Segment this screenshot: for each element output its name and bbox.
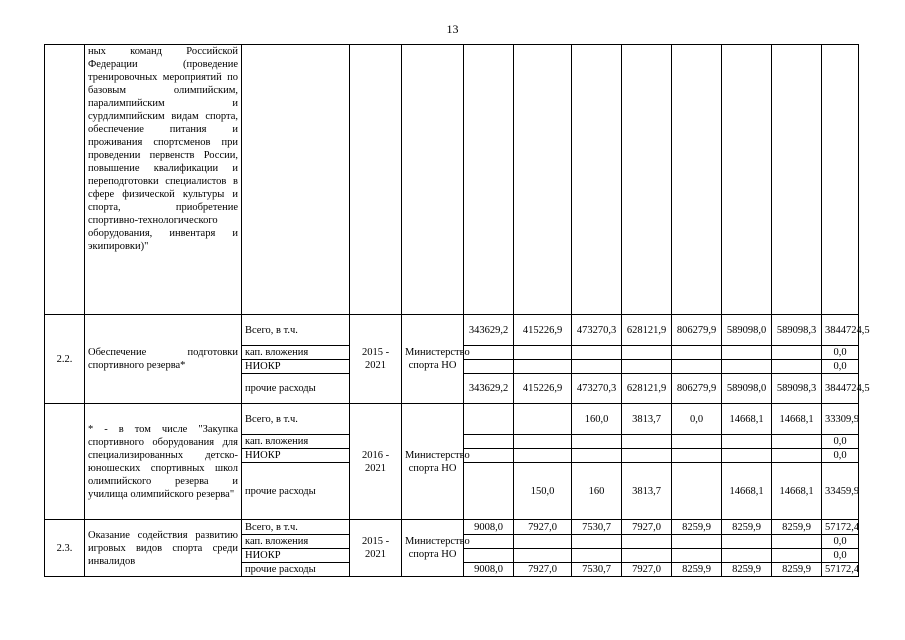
cell-value [572,549,622,563]
cell-value [722,435,772,449]
cell-value [464,404,514,435]
cell-value: 7530,7 [572,520,622,535]
cell-value [464,463,514,520]
cell-value [772,449,822,463]
cell-type [242,45,350,315]
cell-type: кап. вложения [242,435,350,449]
cell-value: 57172,4 [822,563,859,577]
cell-type: Всего, в т.ч. [242,520,350,535]
cell-type: НИОКР [242,360,350,374]
cell-value [622,346,672,360]
cell-num: 2.3. [45,520,85,577]
cell-value [514,360,572,374]
cell-value: 7927,0 [514,563,572,577]
cell-value: 8259,9 [672,520,722,535]
cell-value: 14668,1 [772,404,822,435]
cell-value: 7927,0 [514,520,572,535]
cell-value: 33459,9 [822,463,859,520]
cell-value: 0,0 [822,435,859,449]
cell-value: 473270,3 [572,374,622,404]
cell-value: 8259,9 [722,520,772,535]
cell-value: 14668,1 [722,404,772,435]
cell-num [45,404,85,520]
cell-value [514,535,572,549]
cell-name: Обеспечение подготовки спортивного резерва* [85,315,242,404]
cell-value: 9008,0 [464,520,514,535]
cell-value: 628121,9 [622,315,672,346]
cell-type: кап. вложения [242,346,350,360]
cell-type: НИОКР [242,549,350,563]
cell-value: 3844724,5 [822,315,859,346]
cell-value [672,549,722,563]
cell-value: 0,0 [822,360,859,374]
cell-name: Оказание содействия развитию игровых видов спорта среди инвалидов [85,520,242,577]
cell-value: 0,0 [822,346,859,360]
cell-value: 150,0 [514,463,572,520]
cell-name: * - в том числе "Закупка спортивного оборудования для специализированных детско-юношеских спортивных школ олимпийского резерва и училища олимпийского резерва" [85,404,242,520]
cell-value: 806279,9 [672,315,722,346]
cell-value: 160,0 [572,404,622,435]
cell-value: 415226,9 [514,374,572,404]
cell-value [514,435,572,449]
cell-value: 589098,3 [772,315,822,346]
cell-value [572,535,622,549]
cell-value [622,549,672,563]
cell-value [572,346,622,360]
cell-type: Всего, в т.ч. [242,315,350,346]
cell-value [464,360,514,374]
cell-value [772,435,822,449]
cell-value [722,549,772,563]
table-row [45,45,859,315]
cell-name: ных команд Российской Федерации (проведение тренировочных мероприятий по базовым олимпийским, паралимпийским и сурдлимпийским видам спорта, обеспечение питания и проживания спортсменов при проведении первенств России, повышение квалификации и переподготовки специалистов в сфере физической культуры и спорта, приобретение спортивно-технологического оборудования, инвентаря и экипировки)" [85,45,242,315]
cell-num [45,45,85,315]
cell-value: 628121,9 [622,374,672,404]
cell-num: 2.2. [45,315,85,404]
cell-type: прочие расходы [242,374,350,404]
page-number: 13 [446,22,459,36]
cell-value: 589098,3 [772,374,822,404]
cell-value [514,346,572,360]
cell-value [672,435,722,449]
program-table [44,44,870,577]
cell-period [350,45,402,315]
cell-value: 3813,7 [622,404,672,435]
cell-type: кап. вложения [242,535,350,549]
cell-value: 8259,9 [772,563,822,577]
cell-value: 3813,7 [622,463,672,520]
cell-value: 8259,9 [722,563,772,577]
cell-type: НИОКР [242,449,350,463]
cell-value [672,360,722,374]
cell-value [572,435,622,449]
cell-value: 57172,4 [822,520,859,535]
cell-value [622,45,672,315]
cell-value [514,449,572,463]
cell-executor [402,45,464,315]
cell-value [672,463,722,520]
cell-type: Всего, в т.ч. [242,404,350,435]
cell-value: 3844724,5 [822,374,859,404]
cell-period: 2015 - 2021 [350,315,402,404]
cell-value: 589098,0 [722,374,772,404]
cell-value [672,535,722,549]
cell-value [514,404,572,435]
cell-value [572,449,622,463]
cell-value [722,346,772,360]
cell-value: 160 [572,463,622,520]
cell-period: 2016 - 2021 [350,404,402,520]
cell-value: 0,0 [822,549,859,563]
cell-value [572,360,622,374]
cell-value: 0,0 [822,449,859,463]
cell-value [822,45,859,315]
cell-value [464,435,514,449]
cell-value: 7927,0 [622,563,672,577]
cell-value [672,346,722,360]
cell-executor: Министерство спорта НО [402,520,464,577]
cell-value [464,549,514,563]
cell-value: 33309,9 [822,404,859,435]
cell-value: 8259,9 [672,563,722,577]
cell-value: 343629,2 [464,315,514,346]
cell-type: прочие расходы [242,463,350,520]
cell-value: 343629,2 [464,374,514,404]
cell-value [622,360,672,374]
cell-value [722,45,772,315]
cell-value [772,346,822,360]
cell-value [572,45,622,315]
cell-value [464,45,514,315]
cell-type: прочие расходы [242,563,350,577]
cell-value: 8259,9 [772,520,822,535]
cell-value [514,45,572,315]
cell-value [722,449,772,463]
cell-value: 473270,3 [572,315,622,346]
cell-value [772,535,822,549]
cell-value: 806279,9 [672,374,722,404]
cell-executor: Министерство спорта НО [402,315,464,404]
cell-value: 7530,7 [572,563,622,577]
cell-value [772,45,822,315]
table-body [45,45,870,577]
cell-value: 14668,1 [772,463,822,520]
cell-value: 9008,0 [464,563,514,577]
cell-period: 2015 - 2021 [350,520,402,577]
cell-value: 415226,9 [514,315,572,346]
cell-value [772,549,822,563]
cell-value: 7927,0 [622,520,672,535]
cell-value [514,549,572,563]
cell-value [722,535,772,549]
cell-value: 0,0 [822,535,859,549]
cell-value: 14668,1 [722,463,772,520]
cell-executor: Министерство спорта НО [402,404,464,520]
cell-value [672,449,722,463]
cell-value [622,435,672,449]
cell-value [772,360,822,374]
cell-value [464,535,514,549]
cell-value [464,346,514,360]
cell-value: 589098,0 [722,315,772,346]
cell-value [672,45,722,315]
cell-value [722,360,772,374]
cell-value [622,449,672,463]
table-row [45,315,859,346]
cell-value: 0,0 [672,404,722,435]
table-row [45,404,859,435]
table-row [45,520,859,535]
cell-value [464,449,514,463]
cell-value [622,535,672,549]
